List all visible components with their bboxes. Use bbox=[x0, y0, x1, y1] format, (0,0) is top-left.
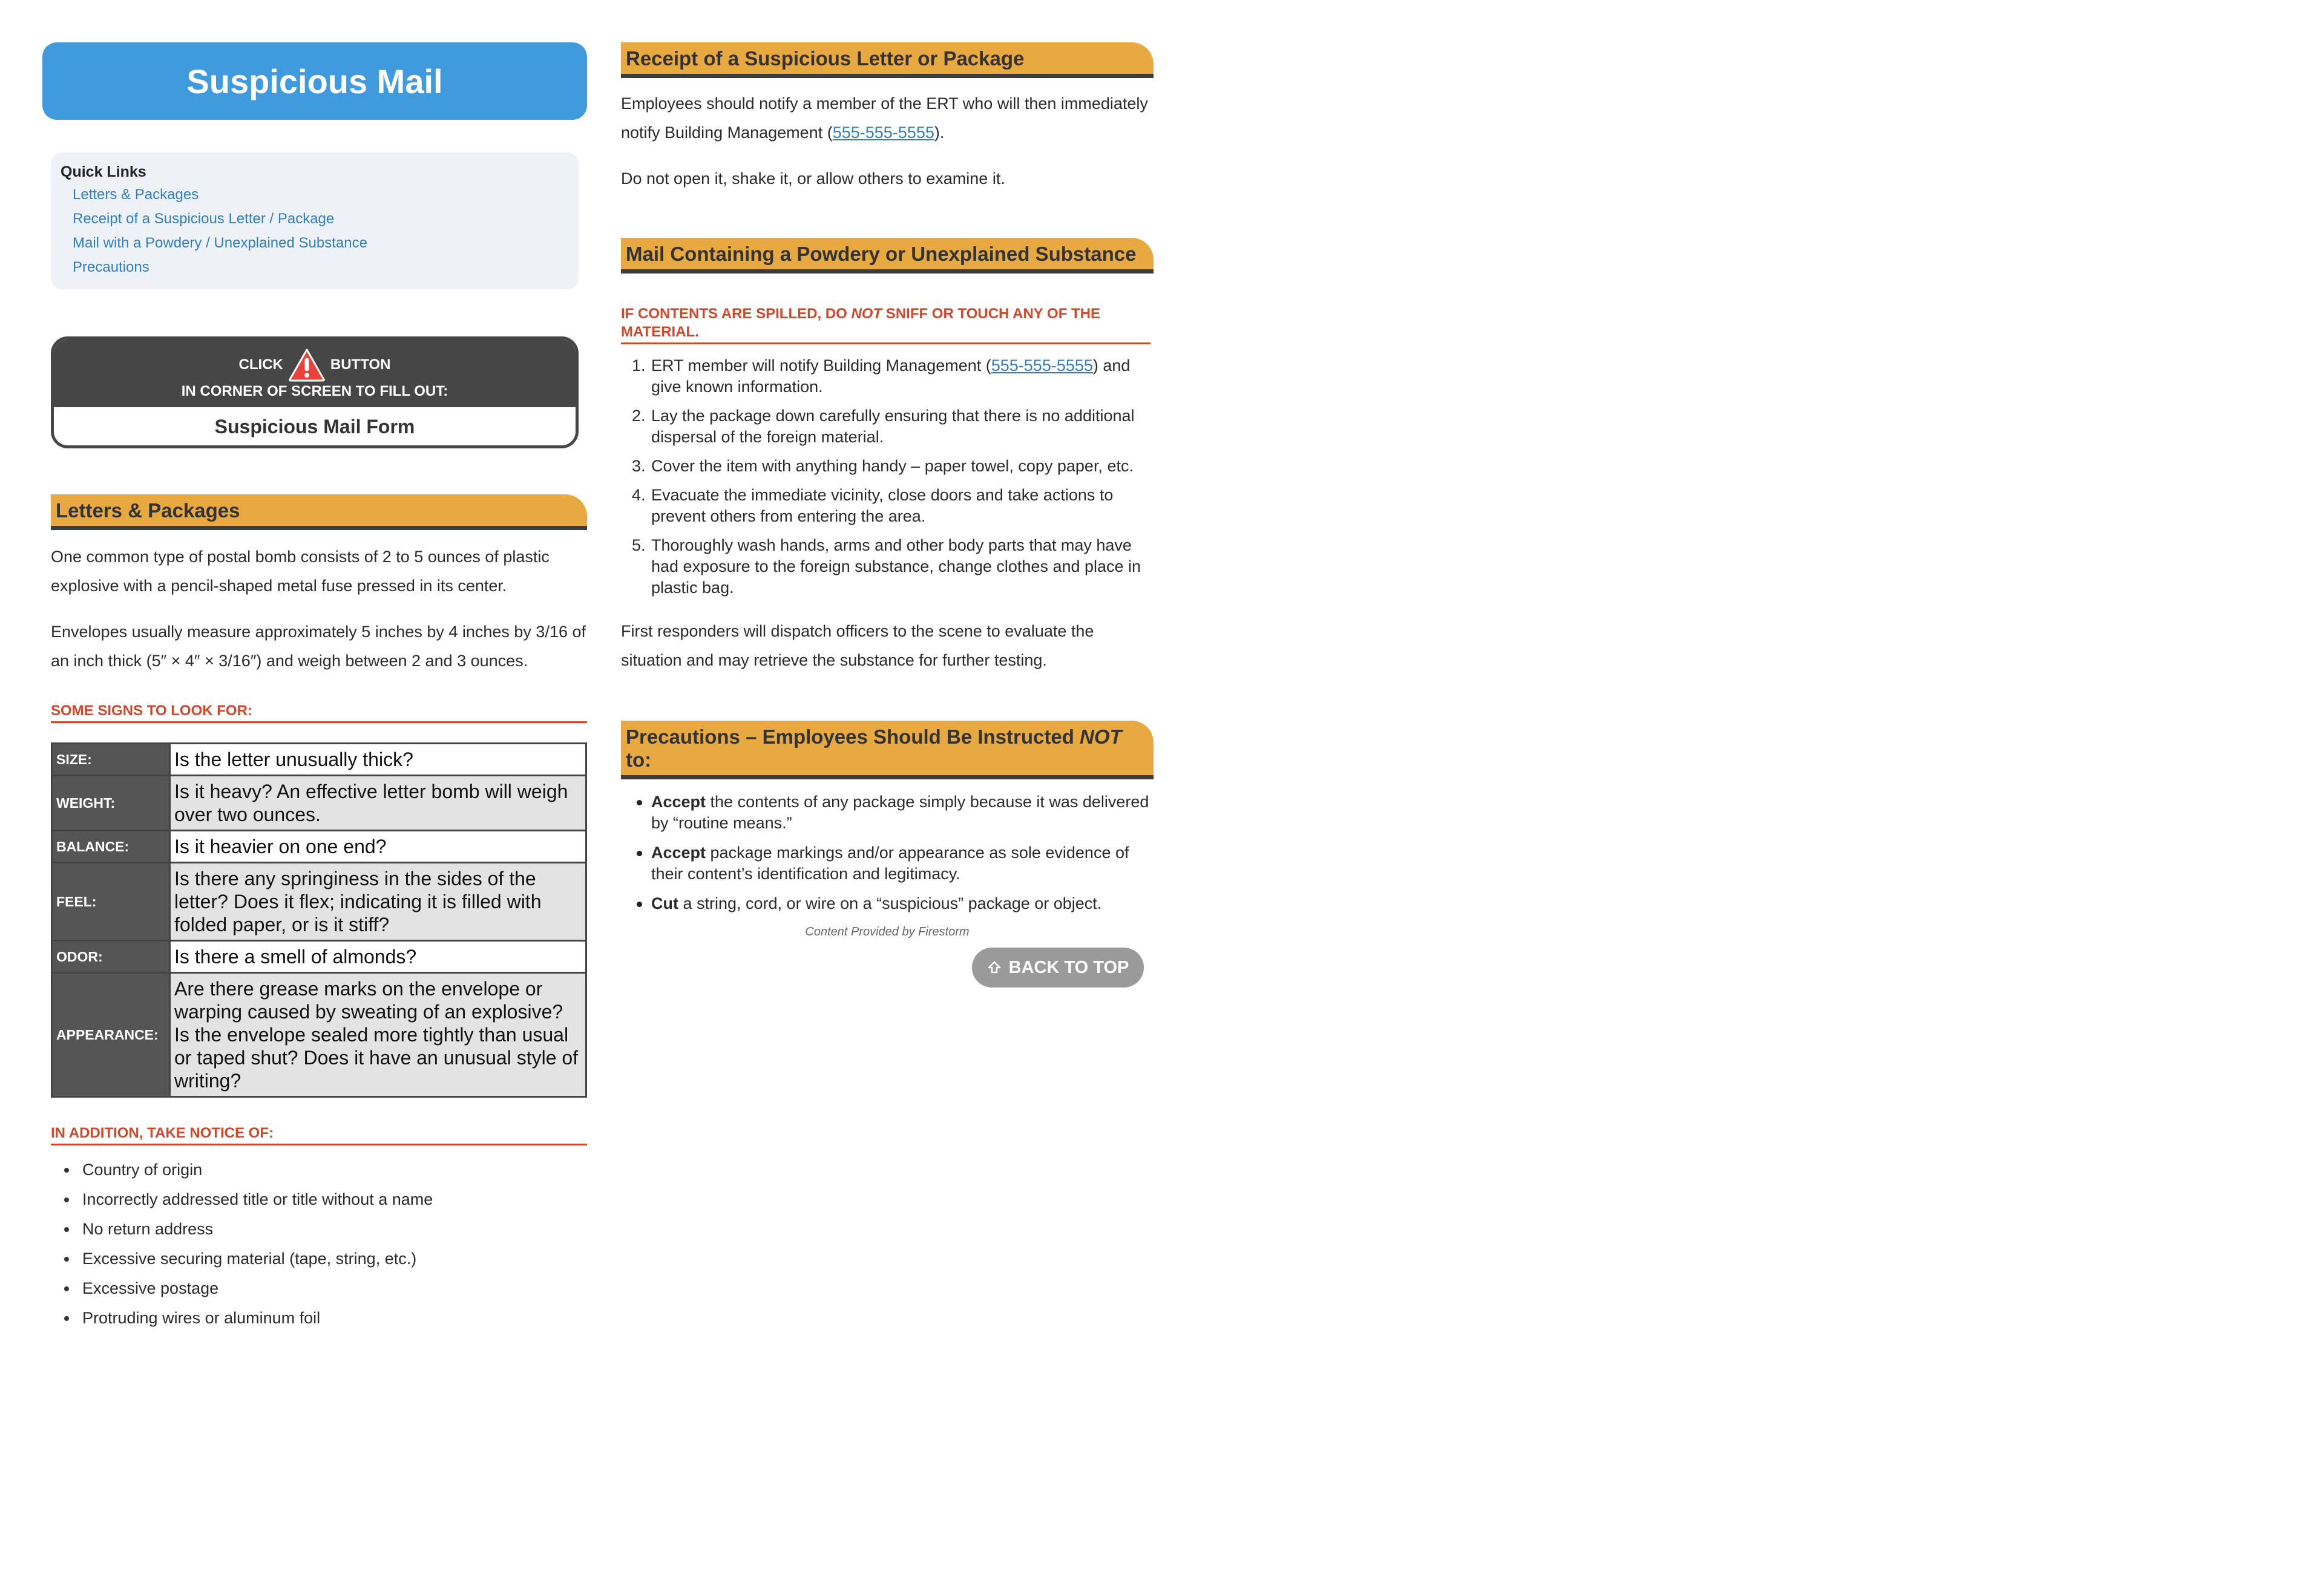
signs-heading: SOME SIGNS TO LOOK FOR: bbox=[51, 702, 587, 723]
back-to-top-button[interactable] bbox=[972, 948, 1144, 988]
table-row bbox=[52, 744, 586, 776]
step1-text-end: ) and give known information. bbox=[651, 356, 1131, 396]
sign-label: FEEL: bbox=[52, 863, 170, 941]
sign-text: Are there grease marks on the envelope or warping caused by sweating of an explosive? Is the envelope sealed more tightly than usual or taped shut? Does it have an unusual style of writing? bbox=[170, 973, 586, 1097]
sign-label: WEIGHT: bbox=[52, 776, 170, 831]
list-item: Excessive securing material (tape, string, etc.) bbox=[64, 1244, 587, 1274]
sign-label: ODOR: bbox=[52, 941, 170, 973]
table-row bbox=[52, 941, 586, 973]
sign-text: Is there any springiness in the sides of the letter? Does it flex; indicating it is filled with folded paper, or is it stiff? bbox=[170, 863, 586, 941]
quick-link-letters-packages[interactable]: Letters & Packages bbox=[73, 186, 199, 203]
precautions-section bbox=[621, 721, 1154, 977]
precaution-text: package markings and/or appearance as sole evidence of their content’s identification and legitimacy. bbox=[651, 843, 1129, 883]
list-item: Country of origin bbox=[64, 1155, 587, 1185]
callout-line2: IN CORNER OF SCREEN TO FILL OUT: bbox=[181, 383, 448, 399]
list-item: Protruding wires or aluminum foil bbox=[64, 1303, 587, 1333]
sign-label: BALANCE: bbox=[52, 831, 170, 863]
quick-links-heading: Quick Links bbox=[61, 163, 146, 180]
receipt-heading: Receipt of a Suspicious Letter or Package bbox=[621, 42, 1154, 78]
callout-instructions bbox=[54, 339, 576, 407]
precaution-verb: Accept bbox=[651, 843, 706, 862]
back-to-top-label: BACK TO TOP bbox=[1008, 957, 1129, 977]
powder-section bbox=[621, 238, 1154, 675]
right-column bbox=[621, 42, 1154, 977]
step1-phone-link[interactable]: 555-555-5555 bbox=[991, 356, 1093, 375]
list-item: Excessive postage bbox=[64, 1274, 587, 1303]
list-item: Thoroughly wash hands, arms and other body parts that may have had exposure to the foreign substance, change clothes and place in plastic bag. bbox=[651, 536, 1141, 597]
sign-text: Is it heavy? An effective letter bomb will weigh over two ounces. bbox=[170, 776, 586, 831]
precautions-heading-end: to: bbox=[626, 749, 652, 771]
step1-text: ERT member will notify Building Management ( bbox=[651, 356, 991, 375]
table-row bbox=[52, 776, 586, 831]
callout-button-text: BUTTON bbox=[330, 356, 391, 373]
sign-label: APPEARANCE: bbox=[52, 973, 170, 1097]
powder-heading: Mail Containing a Powdery or Unexplained Substance bbox=[621, 238, 1154, 274]
list-item bbox=[621, 355, 1154, 398]
sign-text: Is it heavier on one end? bbox=[170, 831, 586, 863]
quick-links-panel bbox=[51, 152, 579, 289]
sign-label: SIZE: bbox=[52, 744, 170, 776]
sign-text: Is there a smell of almonds? bbox=[170, 941, 586, 973]
quick-link-receipt[interactable]: Receipt of a Suspicious Letter / Package bbox=[73, 211, 335, 227]
warning-text: IF CONTENTS ARE SPILLED, DO bbox=[621, 306, 852, 322]
precautions-heading bbox=[621, 721, 1154, 779]
receipt-section bbox=[621, 42, 1154, 193]
receipt-para2: Do not open it, shake it, or allow others to examine it. bbox=[621, 169, 1005, 188]
precaution-verb: Accept bbox=[651, 793, 706, 811]
table-row bbox=[52, 973, 586, 1097]
powder-closing: First responders will dispatch officers to the scene to evaluate the situation and may retrieve the substance for further testing. bbox=[621, 622, 1094, 669]
receipt-para1 bbox=[621, 89, 1154, 147]
receipt-para1-text: Employees should notify a member of the ERT who will then immediately notify Building Management ( bbox=[621, 94, 1148, 142]
letters-heading: Letters & Packages bbox=[51, 494, 587, 530]
quick-link-precautions[interactable]: Precautions bbox=[73, 259, 149, 275]
precaution-text: a string, cord, or wire on a “suspicious” package or object. bbox=[678, 894, 1102, 912]
page-title: Suspicious Mail bbox=[42, 42, 587, 120]
table-row bbox=[52, 863, 586, 941]
list-item bbox=[621, 791, 1154, 834]
warning-not: NOT bbox=[851, 306, 882, 322]
precautions-list bbox=[621, 791, 1154, 914]
list-item: Evacuate the immediate vicinity, close doors and take actions to prevent others from entering the area. bbox=[651, 486, 1114, 525]
precaution-text: the contents of any package simply because it was delivered by “routine means.” bbox=[651, 793, 1149, 832]
powder-warning bbox=[621, 305, 1151, 344]
list-item: No return address bbox=[64, 1214, 587, 1244]
letters-section bbox=[51, 494, 587, 723]
letters-para1: One common type of postal bomb consists of 2 to 5 ounces of plastic explosive with a pencil-shaped metal fuse pressed in its center. bbox=[51, 548, 550, 595]
signs-table bbox=[51, 742, 587, 1098]
left-column bbox=[42, 42, 587, 1333]
precautions-heading-not: NOT bbox=[1080, 726, 1122, 748]
form-callout bbox=[51, 336, 579, 448]
quick-link-powdery-substance[interactable]: Mail with a Powdery / Unexplained Substance bbox=[73, 235, 367, 251]
powder-steps bbox=[621, 355, 1154, 598]
notice-list bbox=[51, 1155, 587, 1333]
suspicious-mail-form-label: Suspicious Mail Form bbox=[54, 407, 576, 445]
letters-para2: Envelopes usually measure approximately 5 inches by 4 inches by 3/16 of an inch thick (5″ × 4″ × 3/16″) and weigh between 2 and 3 ounces. bbox=[51, 623, 586, 670]
precautions-heading-text: Precautions – Employees Should Be Instructed bbox=[626, 726, 1080, 748]
alert-triangle-icon bbox=[288, 348, 326, 382]
list-item: Lay the package down carefully ensuring that there is no additional dispersal of the foreign material. bbox=[651, 407, 1135, 446]
list-item: Incorrectly addressed title or title without a name bbox=[64, 1185, 587, 1214]
list-item bbox=[621, 842, 1154, 885]
up-arrow-icon bbox=[987, 960, 1002, 975]
sign-text: Is the letter unusually thick? bbox=[170, 744, 586, 776]
list-item: Cover the item with anything handy – paper towel, copy paper, etc. bbox=[651, 457, 1134, 475]
notice-section bbox=[51, 1124, 587, 1333]
table-row bbox=[52, 831, 586, 863]
building-management-phone-link[interactable]: 555-555-5555 bbox=[832, 123, 934, 142]
receipt-para1-end: ). bbox=[934, 123, 945, 142]
notice-heading: IN ADDITION, TAKE NOTICE OF: bbox=[51, 1124, 587, 1145]
warning-text-end: SNIFF OR TOUCH ANY OF THE MATERIAL. bbox=[621, 306, 1101, 340]
list-item bbox=[621, 893, 1154, 914]
precaution-verb: Cut bbox=[651, 894, 678, 912]
content-credit: Content Provided by Firestorm bbox=[805, 925, 970, 938]
callout-click-text: CLICK bbox=[238, 356, 283, 373]
